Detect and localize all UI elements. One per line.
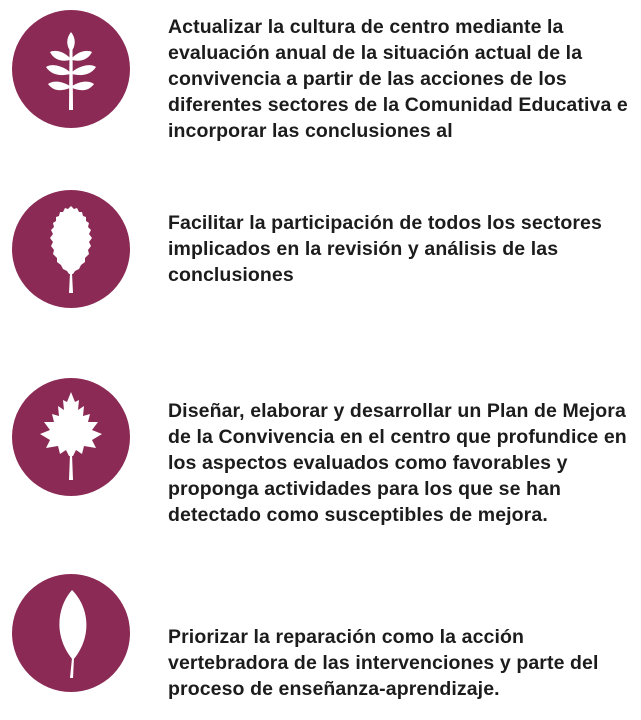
objective-text-1: Actualizar la cultura de centro mediante la evaluación anual de la situación actual de la convivencia a partir de las acciones de los diferentes sectores de la Comunidad Educativa e incorporar las conclusiones al — [168, 16, 628, 142]
serrated-leaf-icon — [12, 190, 130, 308]
sapling-icon — [12, 10, 130, 128]
objective-text-4: Priorizar la reparación como la acción vertebradora de las intervenciones y parte del proceso de enseñanza-aprendizaje. — [168, 626, 599, 700]
pointed-leaf-icon — [12, 574, 130, 692]
objective-text-3: Diseñar, elaborar y desarrollar un Plan de Mejora de la Convivencia en el centro que profundice en los aspectos evaluados como favorables y proponga actividades para los que se han detectado como susceptibles de mejora. — [168, 400, 627, 526]
objective-text-2: Facilitar la participación de todos los sectores implicados en la revisión y análisis de las conclusiones — [168, 212, 602, 286]
maple-leaf-icon — [12, 378, 130, 496]
